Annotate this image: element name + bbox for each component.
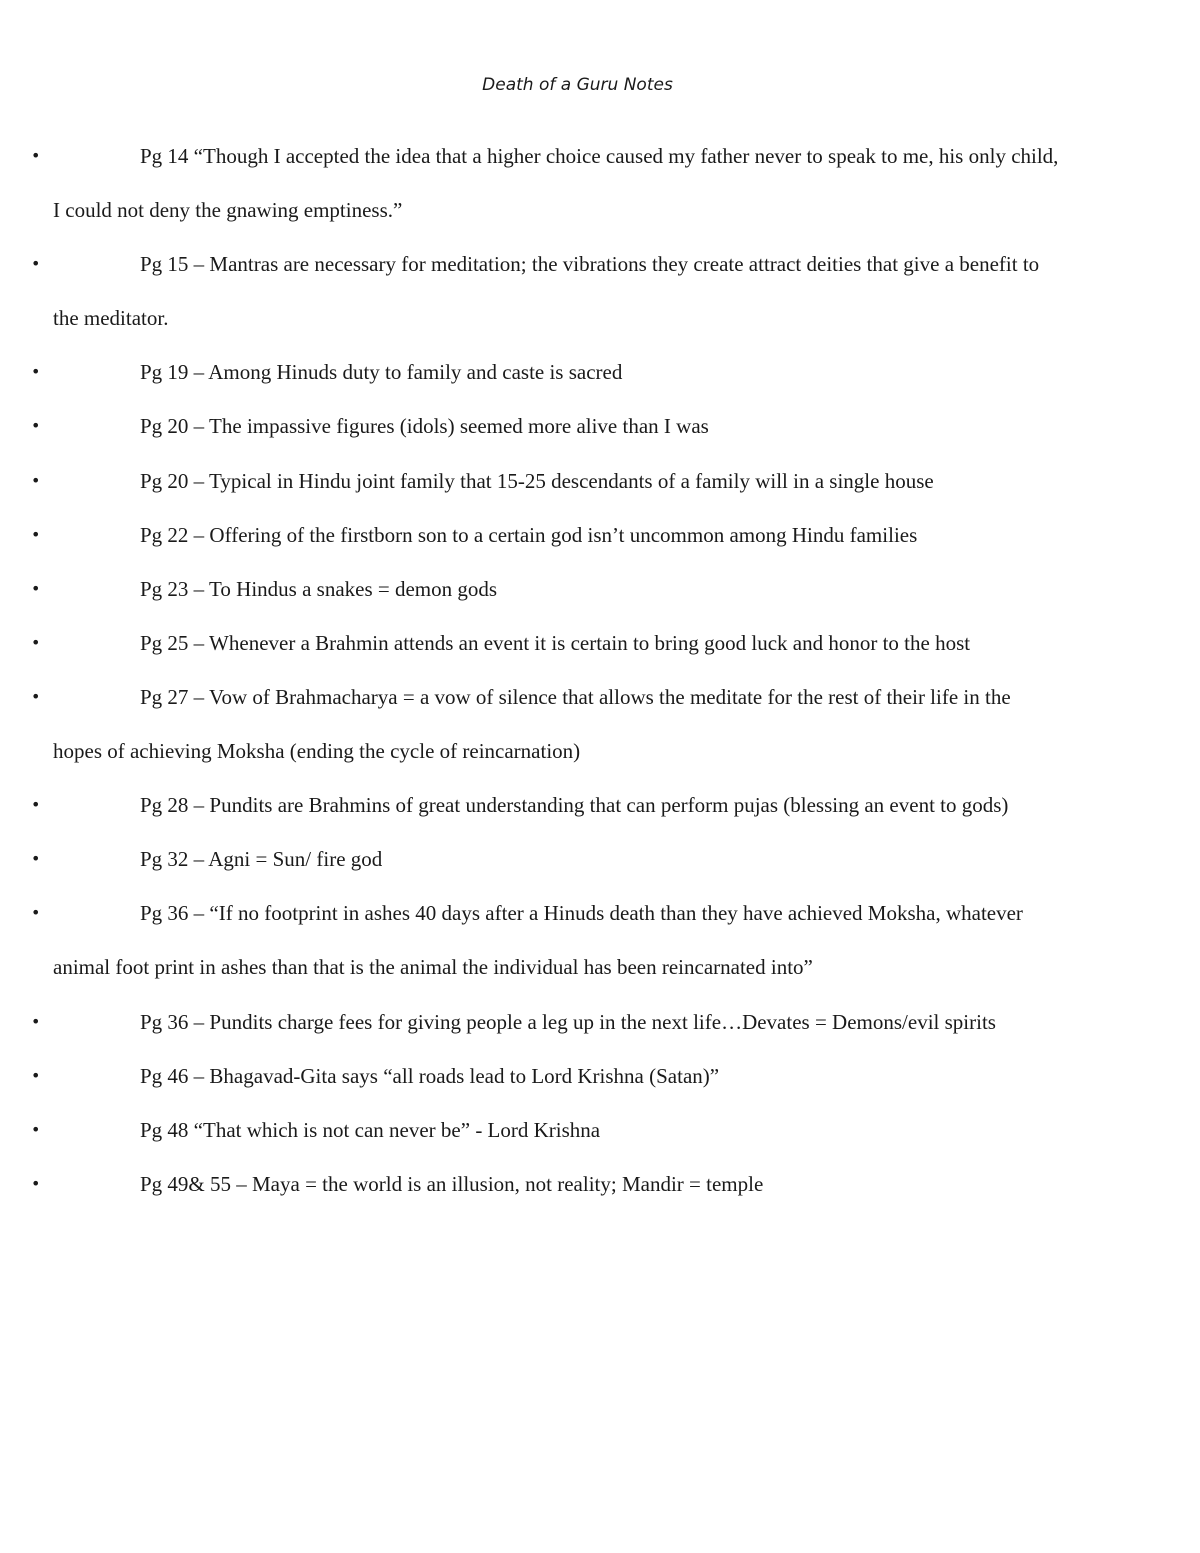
- note-item: [0, 237, 1063, 345]
- note-item: [0, 562, 1063, 616]
- note-text: Pg 14 “Though I accepted the idea that a higher choice caused my father never to speak to me, his only child, I could not deny the gnawing emptiness.”: [53, 144, 1059, 223]
- bullet-icon: •: [31, 632, 41, 652]
- bullet-icon: •: [31, 795, 41, 815]
- note-text: Pg 15 – Mantras are necessary for meditation; the vibrations they create attract deities that give a benefit to the meditator.: [53, 252, 1040, 331]
- bullet-icon: •: [31, 1065, 41, 1085]
- note-text: Pg 19 – Among Hinuds duty to family and caste is sacred: [140, 360, 623, 385]
- note-text: Pg 48 “That which is not can never be” - Lord Krishna: [140, 1117, 601, 1142]
- note-text: Pg 23 – To Hindus a snakes = demon gods: [140, 576, 498, 601]
- note-text: Pg 20 – Typical in Hindu joint family that 15-25 descendants of a family will in a single house: [140, 468, 934, 493]
- note-text: Pg 46 – Bhagavad-Gita says “all roads lead to Lord Krishna (Satan)”: [140, 1063, 720, 1088]
- bullet-icon: •: [31, 578, 41, 598]
- note-text: Pg 20 – The impassive figures (idols) seemed more alive than I was: [140, 414, 709, 439]
- note-item: [0, 1103, 1063, 1157]
- bullet-icon: •: [31, 903, 41, 923]
- note-item: [0, 129, 1063, 237]
- note-item: [0, 399, 1063, 453]
- note-text: Pg 22 – Offering of the firstborn son to a certain god isn’t uncommon among Hindu families: [140, 522, 918, 547]
- note-text: Pg 25 – Whenever a Brahmin attends an event it is certain to bring good luck and honor to the host: [140, 630, 971, 655]
- note-item: [0, 454, 1063, 508]
- note-item: [0, 832, 1063, 886]
- bullet-icon: •: [31, 146, 41, 165]
- note-text: Pg 28 – Pundits are Brahmins of great understanding that can perform pujas (blessing an event to gods): [140, 793, 1009, 818]
- note-text: Pg 36 – “If no footprint in ashes 40 days after a Hinuds death than they have achieved Moksha, whatever animal foot print in ashes than that is the animal the individual has been reincarnated into”: [53, 901, 1023, 980]
- notes-list: [0, 129, 1200, 1211]
- bullet-icon: •: [31, 470, 41, 490]
- note-item: [0, 345, 1063, 399]
- note-text: Pg 36 – Pundits charge fees for giving people a leg up in the next life…Devates = Demons/evil spirits: [140, 1009, 996, 1034]
- bullet-icon: •: [31, 416, 41, 436]
- document-title: Death of a Guru Notes: [482, 75, 673, 95]
- bullet-icon: •: [31, 1011, 41, 1031]
- note-item: [0, 886, 1063, 994]
- note-item: [0, 1157, 1063, 1211]
- bullet-icon: •: [31, 362, 41, 382]
- note-item: [0, 1049, 1063, 1103]
- note-item: [0, 616, 1063, 670]
- note-item: [0, 995, 1063, 1049]
- note-item: [0, 778, 1063, 832]
- note-item: [0, 670, 1063, 778]
- bullet-icon: •: [31, 1119, 41, 1139]
- bullet-icon: •: [31, 254, 41, 274]
- note-text: Pg 32 – Agni = Sun/ fire god: [140, 847, 383, 872]
- bullet-icon: •: [31, 524, 41, 544]
- note-text: Pg 49& 55 – Maya = the world is an illusion, not reality; Mandir = temple: [140, 1171, 764, 1196]
- bullet-icon: •: [31, 686, 41, 706]
- note-item: [0, 508, 1063, 562]
- note-text: Pg 27 – Vow of Brahmacharya = a vow of silence that allows the meditate for the rest of their life in the hopes of achieving Moksha (ending the cycle of reincarnation): [53, 684, 1011, 764]
- bullet-icon: •: [31, 849, 41, 869]
- bullet-icon: •: [31, 1173, 41, 1193]
